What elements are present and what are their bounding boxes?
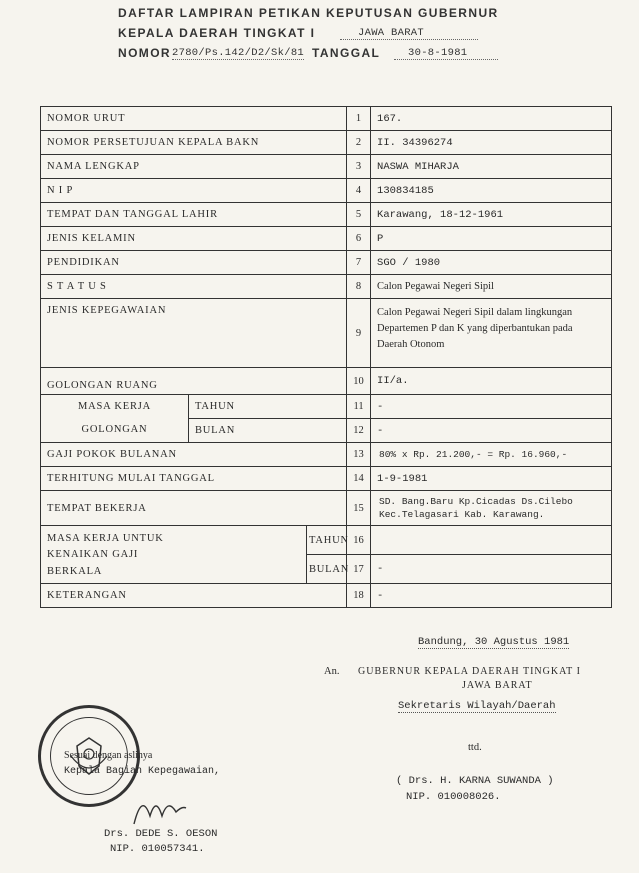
header-tanggal-value: 30-8-1981 xyxy=(394,47,498,60)
kenaikan-gaji-label: KENAIKAN GAJI xyxy=(47,549,139,561)
header-line-3 xyxy=(118,46,558,66)
row-number: 3 xyxy=(347,155,371,179)
row-value: P xyxy=(371,227,612,251)
table-row xyxy=(41,368,612,395)
header-line-1 xyxy=(118,6,558,26)
row-value: SGO / 1980 xyxy=(371,251,612,275)
ttd-mark: ttd. xyxy=(468,742,482,753)
signatory-region: JAWA BARAT xyxy=(462,680,533,691)
row-number: 7 xyxy=(347,251,371,275)
masa-kerja-gaji-label xyxy=(41,526,307,584)
golongan-label: GOLONGAN xyxy=(81,423,148,435)
row-value: 130834185 xyxy=(371,179,612,203)
row-number: 16 xyxy=(347,526,371,555)
document-header xyxy=(118,6,558,66)
place-date: Bandung, 30 Agustus 1981 xyxy=(418,636,570,648)
row-number: 6 xyxy=(347,227,371,251)
row-label: PENDIDIKAN xyxy=(41,251,347,275)
copy-name: Drs. DEDE S. OESON xyxy=(104,828,218,840)
table-row xyxy=(41,526,612,555)
copy-department: Kepala Bagian Kepegawaian, xyxy=(64,766,221,777)
header-region: JAWA BARAT xyxy=(340,27,478,40)
table-row xyxy=(41,443,612,467)
row-value: Calon Pegawai Negeri Sipil xyxy=(371,275,612,299)
row-value: 1-9-1981 xyxy=(371,467,612,491)
row-number: 12 xyxy=(347,419,371,443)
row-number: 18 xyxy=(347,584,371,608)
table-row xyxy=(41,299,612,368)
row-value: 80% x Rp. 21.200,- = Rp. 16.960,- xyxy=(371,443,612,467)
table-row xyxy=(41,395,612,419)
row-value xyxy=(371,526,612,555)
masa-kerja-untuk-label: MASA KERJA UNTUK xyxy=(47,533,164,545)
table-row xyxy=(41,491,612,526)
row-label: GOLONGAN RUANG xyxy=(41,368,347,395)
row-number: 10 xyxy=(347,368,371,395)
row-value: 167. xyxy=(371,107,612,131)
header-nomor-label: NOMOR xyxy=(118,46,171,60)
row-label: TEMPAT DAN TANGGAL LAHIR xyxy=(41,203,347,227)
copy-nip: NIP. 010057341. xyxy=(110,843,205,855)
row-number: 13 xyxy=(347,443,371,467)
row-label: TERHITUNG MULAI TANGGAL xyxy=(41,467,347,491)
row-number: 17 xyxy=(347,555,371,584)
row-number: 14 xyxy=(347,467,371,491)
row-label: JENIS KELAMIN xyxy=(41,227,347,251)
signatory-name: ( Drs. H. KARNA SUWANDA ) xyxy=(396,775,554,787)
row-number: 15 xyxy=(347,491,371,526)
row-number: 2 xyxy=(347,131,371,155)
header-title: DAFTAR LAMPIRAN PETIKAN KEPUTUSAN GUBERNUR xyxy=(118,6,499,20)
signatory-nip: NIP. 010008026. xyxy=(406,791,501,803)
tahun-label: TAHUN xyxy=(189,395,347,419)
header-tanggal-label: TANGGAL xyxy=(312,46,381,60)
header-nomor-value: 2780/Ps.142/D2/Sk/81 xyxy=(172,47,305,59)
row-value: - xyxy=(371,555,612,584)
row-number: 11 xyxy=(347,395,371,419)
header-line-2 xyxy=(118,26,558,46)
table-row xyxy=(41,227,612,251)
table-row xyxy=(41,584,612,608)
row-value: - xyxy=(371,419,612,443)
table-row xyxy=(41,179,612,203)
row-value: II/a. xyxy=(371,368,612,395)
row-label: S T A T U S xyxy=(41,275,347,299)
table-row xyxy=(41,131,612,155)
row-label: NOMOR URUT xyxy=(41,107,347,131)
row-label: TEMPAT BEKERJA xyxy=(41,491,347,526)
row-number: 5 xyxy=(347,203,371,227)
table-row xyxy=(41,107,612,131)
row-number: 9 xyxy=(347,299,371,368)
signatory-title: GUBERNUR KEPALA DAERAH TINGKAT I xyxy=(358,666,581,677)
row-label: N I P xyxy=(41,179,347,203)
bulan-label: BULAN xyxy=(307,555,347,584)
bulan-label: BULAN xyxy=(189,419,347,443)
header-kepala-daerah: KEPALA DAERAH TINGKAT I xyxy=(118,26,316,40)
row-number: 1 xyxy=(347,107,371,131)
handwritten-signature xyxy=(130,786,190,830)
table-row xyxy=(41,155,612,179)
berkala-label: BERKALA xyxy=(47,565,103,577)
row-number: 4 xyxy=(347,179,371,203)
row-label: JENIS KEPEGAWAIAN xyxy=(41,299,347,368)
table-row xyxy=(41,467,612,491)
row-value: - xyxy=(371,395,612,419)
row-value: - xyxy=(371,584,612,608)
secretary-title: Sekretaris Wilayah/Daerah xyxy=(398,700,556,712)
masa-kerja-label: MASA KERJA xyxy=(77,401,152,413)
row-value: II. 34396274 xyxy=(371,131,612,155)
row-label: GAJI POKOK BULANAN xyxy=(41,443,347,467)
row-label: NOMOR PERSETUJUAN KEPALA BAKN xyxy=(41,131,347,155)
row-value: SD. Bang.Baru Kp.Cicadas Ds.Cilebo Kec.Telagasari Kab. Karawang. xyxy=(371,491,612,526)
row-number: 8 xyxy=(347,275,371,299)
row-value: NASWA MIHARJA xyxy=(371,155,612,179)
row-value: Karawang, 18-12-1961 xyxy=(371,203,612,227)
table-row xyxy=(41,275,612,299)
row-value: Calon Pegawai Negeri Sipil dalam lingkungan Departemen P dan K yang diperbantukan pada Daerah Otonom xyxy=(371,299,612,368)
table-row xyxy=(41,251,612,275)
masa-kerja-golongan-label xyxy=(41,395,189,443)
an-label: An. xyxy=(324,666,340,677)
row-label: KETERANGAN xyxy=(41,584,347,608)
tahun-label: TAHUN xyxy=(307,526,347,555)
row-label: NAMA LENGKAP xyxy=(41,155,347,179)
data-table xyxy=(40,106,612,608)
table-row xyxy=(41,203,612,227)
copy-certification: Sesuai dengan aslinya xyxy=(64,750,153,761)
